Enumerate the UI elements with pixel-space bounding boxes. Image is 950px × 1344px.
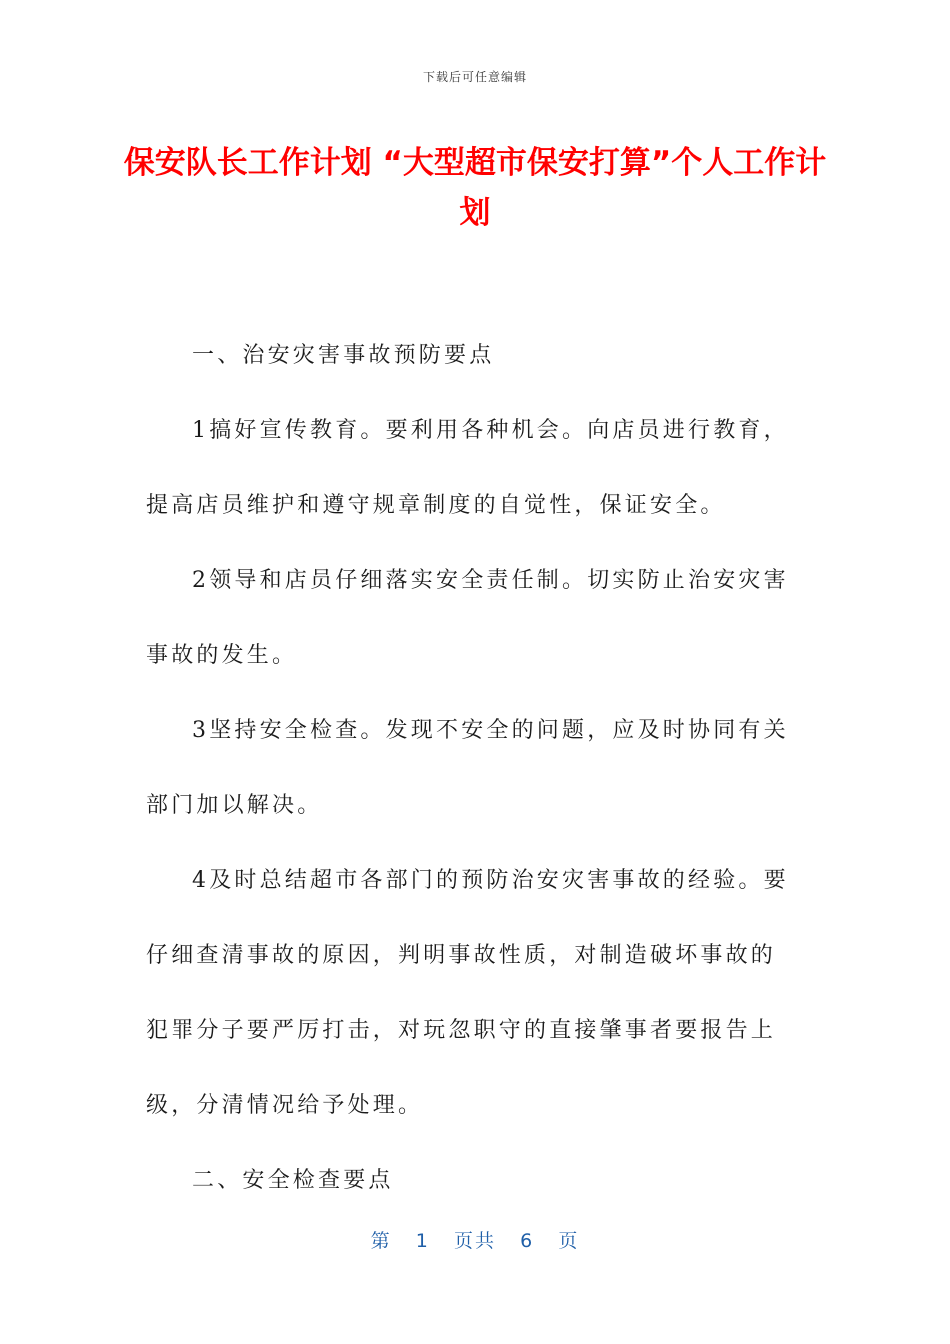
paragraph-2: 2领导和店员仔细落实安全责任制。切实防止治安灾害事故的发生。: [146, 568, 789, 668]
paragraph-1: 1搞好宣传教育。要利用各种机会。向店员进行教育，提高店员维护和遵守规章制度的自觉性，保证安全。: [146, 418, 789, 518]
paragraph-4: 4及时总结超市各部门的预防治安灾害事故的经验。要仔细查清事故的原因，判明事故性质，对制造破坏事故的犯罪分子要严厉打击，对玩忽职守的直接肇事者要报告上级，分清情况给予处理。: [146, 868, 789, 1118]
document-body: [146, 318, 794, 1218]
paragraph-3: 3坚持安全检查。发现不安全的问题，应及时协同有关部门加以解决。: [146, 718, 789, 818]
section-heading-1: 一、治安灾害事故预防要点: [192, 343, 495, 368]
header-note: 下载后可任意编辑: [422, 70, 527, 84]
section-heading-2: 二、安全检查要点: [192, 1168, 394, 1193]
current-page-number: 1: [415, 1230, 430, 1252]
page-footer: [0, 1226, 950, 1253]
document-title: 保安队长工作计划 “大型超市保安打算”个人工作计划: [123, 145, 827, 231]
total-pages-number: 6: [520, 1230, 535, 1252]
page-label-mid: 页共: [453, 1230, 496, 1252]
page-label-prefix: 第: [370, 1230, 392, 1252]
page-label-suffix: 页: [558, 1230, 580, 1252]
